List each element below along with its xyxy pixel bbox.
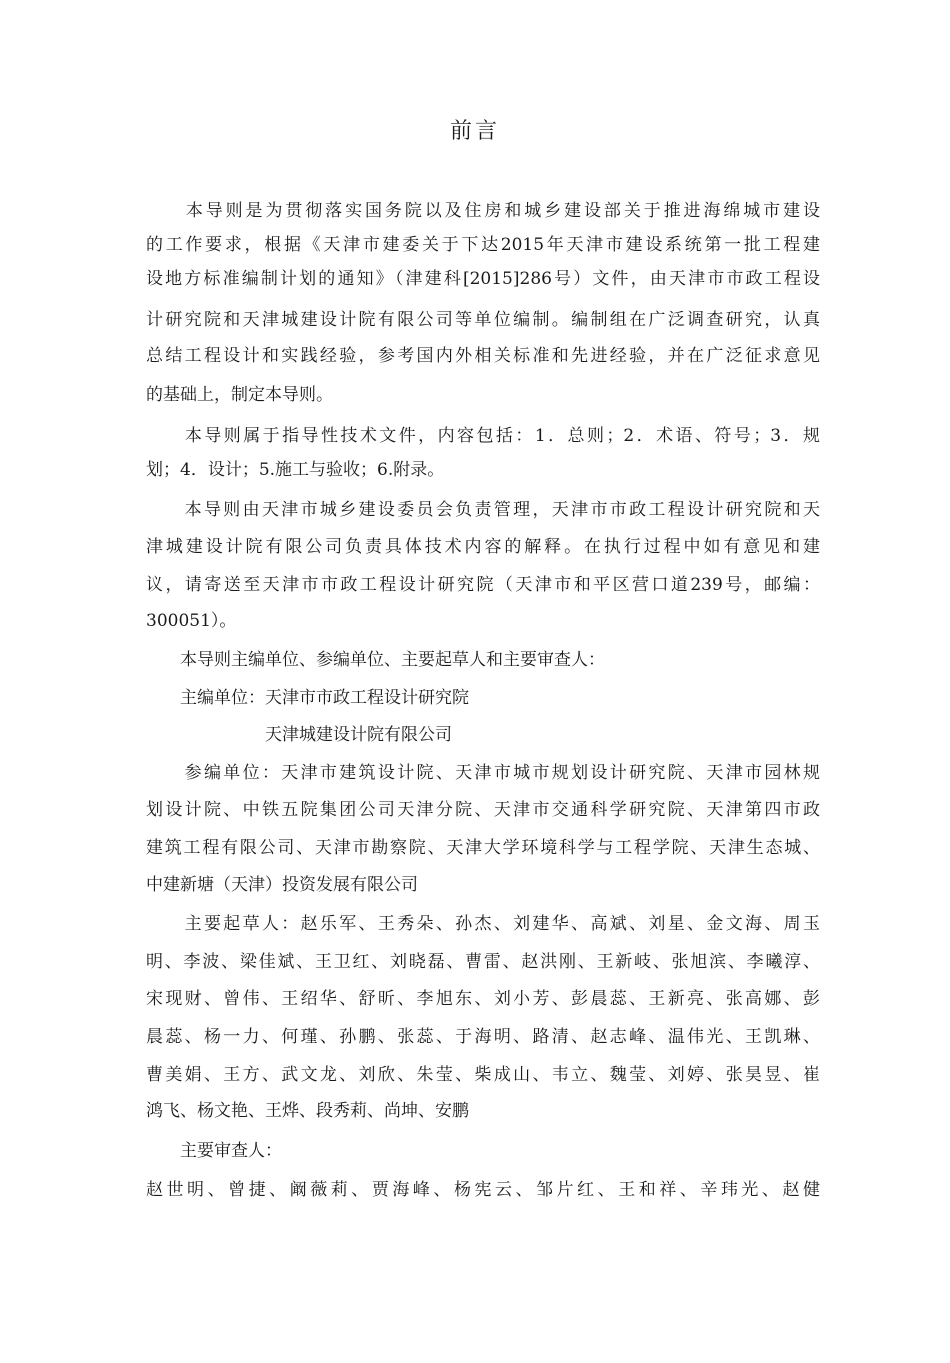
text-line: 鸿飞、杨文艳、王烨、段秀莉、尚坤、安鹏 bbox=[146, 1101, 469, 1121]
text-line: 天津城建设计院有限公司 bbox=[146, 725, 452, 745]
text-line: 主要起草人：赵乐军、王秀朵、孙杰、刘建华、高斌、刘星、金文海、周玉 bbox=[146, 914, 820, 934]
text-line: 参编单位：天津市建筑设计院、天津市城市规划设计研究院、天津市园林规 bbox=[146, 763, 820, 783]
text-line: 议，请寄送至天津市市政工程设计研究院（天津市和平区营口道239号，邮编： bbox=[146, 575, 820, 595]
page-title: 前言 bbox=[449, 119, 500, 144]
text-line: 赵世明、曾捷、阚薇莉、贾海峰、杨宪云、邹片红、王和祥、辛玮光、赵健 bbox=[146, 1180, 820, 1200]
text-line: 中建新塘（天津）投资发展有限公司 bbox=[146, 875, 418, 895]
text-line: 晨蕊、杨一力、何瑾、孙鹏、张蕊、于海明、路清、赵志峰、温伟光、王凯琳、 bbox=[146, 1027, 820, 1047]
text-line: 划；4．设计；5.施工与验收；6.附录。 bbox=[146, 460, 445, 480]
text-line: 主编单位：天津市市政工程设计研究院 bbox=[146, 688, 469, 708]
text-line: 建筑工程有限公司、天津市勘察院、天津大学环境科学与工程学院、天津生态城、 bbox=[146, 838, 820, 858]
text-line: 计研究院和天津城建设计院有限公司等单位编制。编制组在广泛调查研究，认真 bbox=[146, 310, 820, 330]
text-line: 本导则是为贯彻落实国务院以及住房和城乡建设部关于推进海绵城市建设 bbox=[146, 201, 820, 221]
text-line: 津城建设计院有限公司负责具体技术内容的解释。在执行过程中如有意见和建 bbox=[146, 537, 820, 557]
text-line: 划设计院、中铁五院集团公司天津分院、天津市交通科学研究院、天津第四市政 bbox=[146, 800, 820, 820]
text-line: 本导则由天津市城乡建设委员会负责管理，天津市市政工程设计研究院和天 bbox=[146, 500, 820, 520]
text-line: 的工作要求，根据《天津市建委关于下达2015年天津市建设系统第一批工程建 bbox=[146, 235, 820, 255]
text-line: 设地方标准编制计划的通知》（津建科[2015]286号）文件，由天津市市政工程设 bbox=[146, 269, 820, 289]
text-line: 总结工程设计和实践经验，参考国内外相关标准和先进经验，并在广泛征求意见 bbox=[146, 346, 820, 366]
text-line: 明、李波、梁佳斌、王卫红、刘晓磊、曹雷、赵洪刚、王新岐、张旭滨、李曦淳、 bbox=[146, 952, 820, 972]
text-line: 本导则属于指导性技术文件，内容包括：1．总则；2．术语、符号；3．规 bbox=[146, 426, 820, 446]
text-line: 300051）。 bbox=[146, 611, 237, 631]
text-line: 的基础上，制定本导则。 bbox=[146, 385, 333, 405]
text-line: 曹美娟、王方、武文龙、刘欣、朱莹、柴成山、韦立、魏莹、刘婷、张昊昱、崔 bbox=[146, 1065, 820, 1085]
text-line: 宋现财、曾伟、王绍华、舒昕、李旭东、刘小芳、彭晨蕊、王新亮、张高娜、彭 bbox=[146, 989, 820, 1009]
text-line: 主要审查人： bbox=[146, 1141, 282, 1161]
text-line: 本导则主编单位、参编单位、主要起草人和主要审查人： bbox=[146, 650, 605, 670]
